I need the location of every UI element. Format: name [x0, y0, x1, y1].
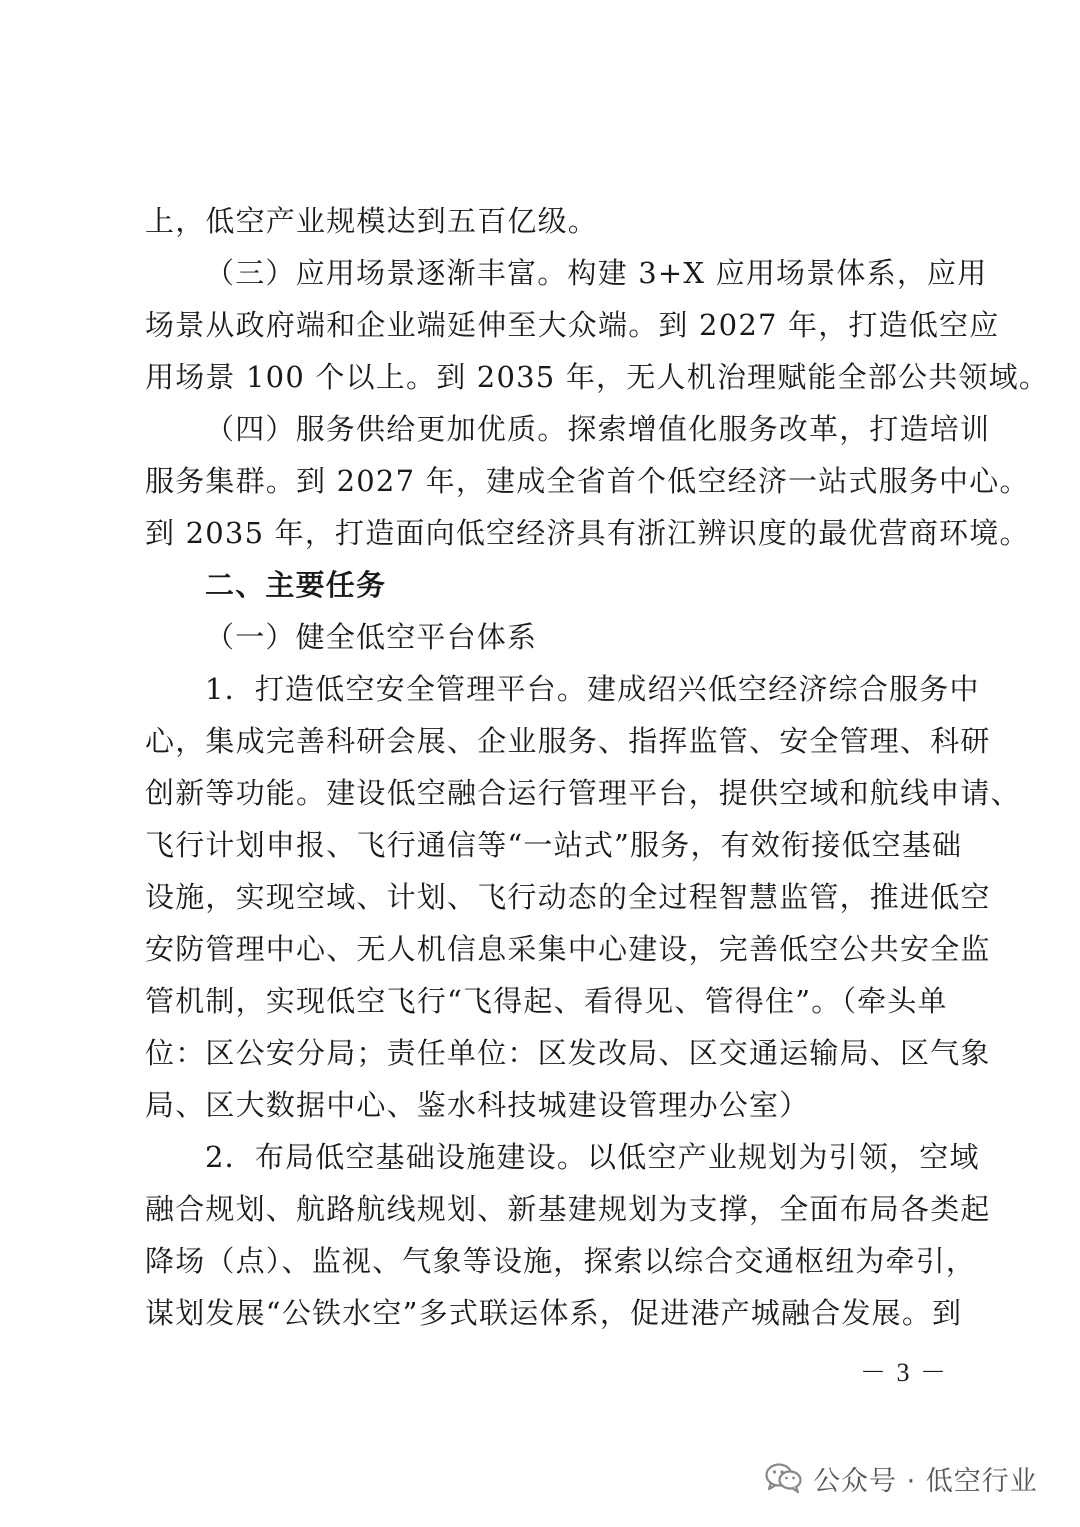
- text-line: 服务集群。到 2027 年，建成全省首个低空经济一站式服务中心。: [145, 464, 1030, 498]
- text-line: 场景从政府端和企业端延伸至大众端。到 2027 年，打造低空应: [145, 308, 1000, 342]
- wechat-icon: [765, 1462, 803, 1494]
- text-line: 管机制，实现低空飞行“飞得起、看得见、管得住”。（牵头单: [145, 984, 948, 1018]
- text-line: 创新等功能。建设低空融合运行管理平台，提供空域和航线申请、: [145, 776, 1021, 810]
- section-heading: 二、主要任务: [205, 568, 387, 602]
- text-line: 融合规划、航路航线规划、新基建规划为支撑，全面布局各类起: [145, 1192, 991, 1226]
- text-line: （三）应用场景逐渐丰富。构建 3+X 应用场景体系，应用: [205, 256, 988, 290]
- text-line: 设施，实现空域、计划、飞行动态的全过程智慧监管，推进低空: [145, 880, 991, 914]
- subsection-heading: （一）健全低空平台体系: [205, 620, 538, 654]
- text-line: 位：区公安分局；责任单位：区发改局、区交通运输局、区气象: [145, 1036, 991, 1070]
- text-line: 局、区大数据中心、鉴水科技城建设管理办公室）: [145, 1088, 810, 1122]
- watermark: [765, 1458, 1038, 1498]
- text-line: （四）服务供给更加优质。探索增值化服务改革，打造培训: [205, 412, 991, 446]
- text-line: 用场景 100 个以上。到 2035 年，无人机治理赋能全部公共领域。: [145, 360, 1050, 394]
- text-line: 到 2035 年，打造面向低空经济具有浙江辨识度的最优营商环境。: [145, 516, 1030, 550]
- text-line: 心，集成完善科研会展、企业服务、指挥监管、安全管理、科研: [145, 724, 991, 758]
- text-line: 1．打造低空安全管理平台。建成绍兴低空经济综合服务中: [205, 672, 980, 706]
- text-line: 飞行计划申报、飞行通信等“一站式”服务，有效衔接低空基础: [145, 828, 963, 862]
- text-line: 安防管理中心、无人机信息采集中心建设，完善低空公共安全监: [145, 932, 991, 966]
- text-line: 2．布局低空基础设施建设。以低空产业规划为引领，空域: [205, 1140, 980, 1174]
- watermark-text: 公众号 · 低空行业: [813, 1465, 1038, 1497]
- text-line: 谋划发展“公铁水空”多式联运体系，促进港产城融合发展。到: [145, 1296, 963, 1330]
- text-line: 上，低空产业规模达到五百亿级。: [145, 204, 599, 238]
- page-number: － 3 －: [860, 1358, 949, 1387]
- text-line: 降场（点）、监视、气象等设施，探索以综合交通枢纽为牵引，: [145, 1244, 977, 1278]
